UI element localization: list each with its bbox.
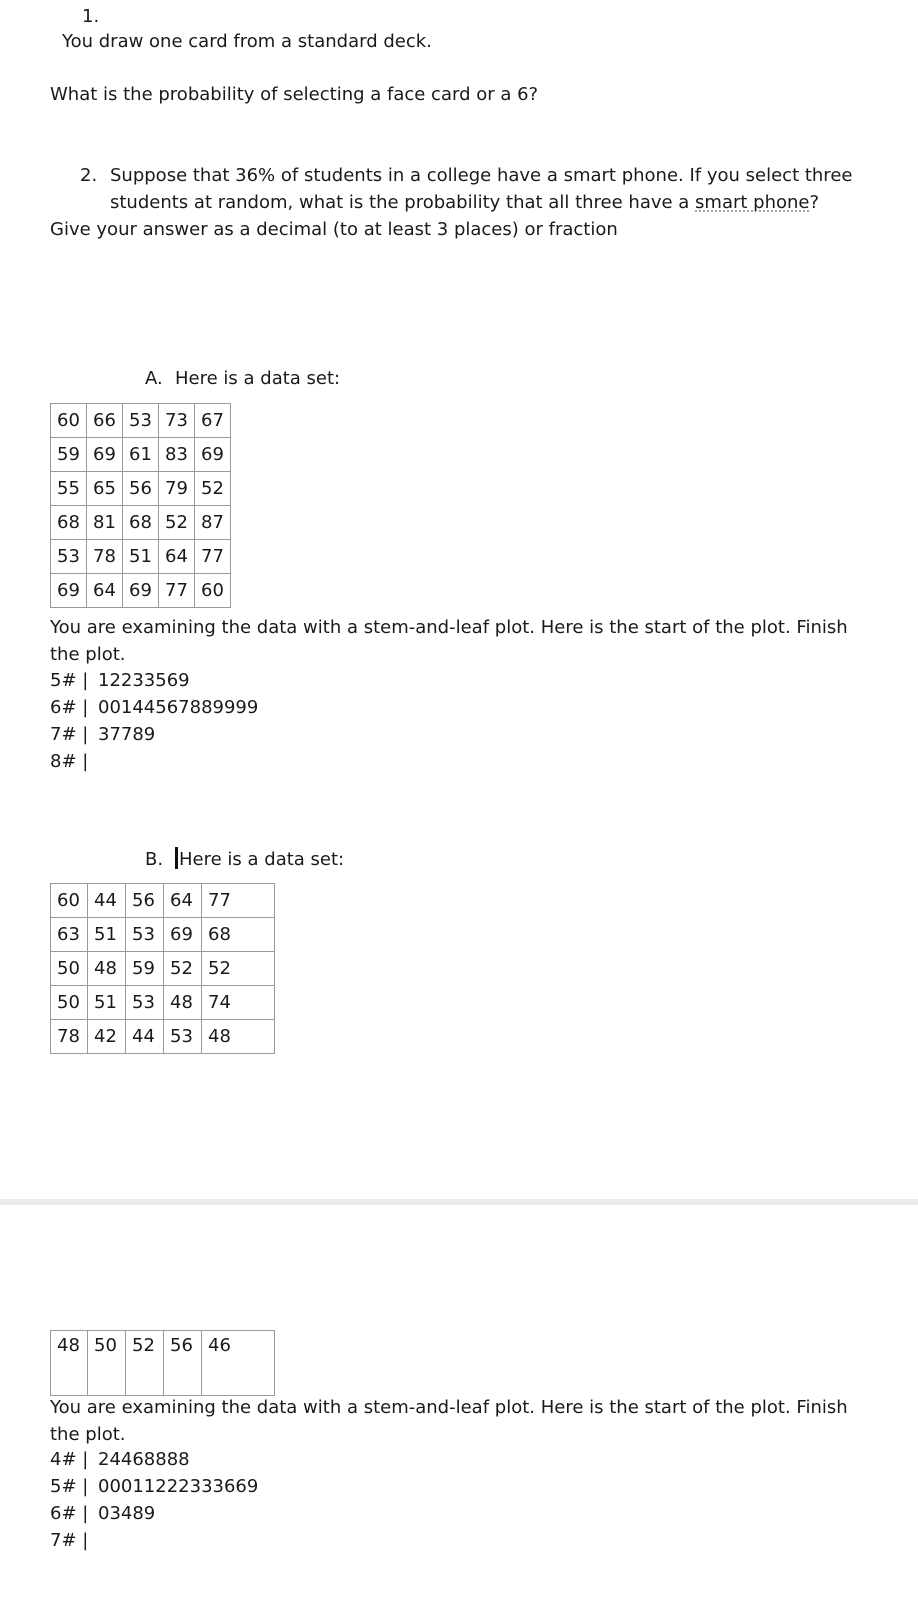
table-cell: 61 bbox=[123, 438, 159, 472]
table-cell: 69 bbox=[164, 918, 202, 952]
table-cell: 60 bbox=[51, 404, 87, 438]
stem-plot-row bbox=[50, 748, 258, 775]
table-cell: 55 bbox=[51, 472, 87, 506]
table-cell: 44 bbox=[126, 1020, 164, 1054]
table-cell: 46 bbox=[202, 1331, 275, 1396]
table-row bbox=[51, 506, 231, 540]
table-row bbox=[51, 1331, 275, 1396]
q2-text bbox=[110, 162, 910, 216]
table-cell: 56 bbox=[164, 1331, 202, 1396]
table-cell: 67 bbox=[195, 404, 231, 438]
table-cell: 64 bbox=[87, 574, 123, 608]
q2-number: 2. bbox=[80, 165, 98, 186]
table-cell: 56 bbox=[126, 884, 164, 918]
q1-number: 1. bbox=[82, 6, 100, 27]
table-cell: 48 bbox=[88, 952, 126, 986]
leaf-values: 03489 bbox=[98, 1503, 156, 1524]
table-row bbox=[51, 438, 231, 472]
table-cell: 69 bbox=[123, 574, 159, 608]
table-row bbox=[51, 1020, 275, 1054]
q2-text-after: ? bbox=[809, 192, 820, 213]
stem-plot-row bbox=[50, 1473, 258, 1500]
table-row bbox=[51, 986, 275, 1020]
table-cell: 53 bbox=[123, 404, 159, 438]
table-cell: 53 bbox=[164, 1020, 202, 1054]
stem-plot-row bbox=[50, 694, 258, 721]
table-row bbox=[51, 918, 275, 952]
table-cell: 78 bbox=[51, 1020, 88, 1054]
table-cell: 53 bbox=[51, 540, 87, 574]
table-cell: 53 bbox=[126, 918, 164, 952]
table-cell: 59 bbox=[126, 952, 164, 986]
table-cell: 68 bbox=[51, 506, 87, 540]
section-a-label bbox=[145, 368, 340, 389]
table-cell: 60 bbox=[51, 884, 88, 918]
table-cell: 64 bbox=[164, 884, 202, 918]
q1-text: You draw one card from a standard deck. bbox=[62, 31, 432, 52]
leaf-values: 12233569 bbox=[98, 670, 190, 691]
stem-value: 7# | bbox=[50, 1530, 89, 1551]
section-b-instruction: You are examining the data with a stem-and-leaf plot. Here is the start of the plot. Finish the plot. bbox=[50, 1397, 848, 1445]
stem-plot-row bbox=[50, 721, 258, 748]
table-row bbox=[51, 540, 231, 574]
section-a-letter: A. bbox=[145, 368, 163, 389]
table-cell: 78 bbox=[87, 540, 123, 574]
section-a-stem-plot bbox=[50, 667, 258, 775]
table-row bbox=[51, 884, 275, 918]
stem-value: 4# | bbox=[50, 1449, 89, 1470]
table-cell: 48 bbox=[51, 1331, 88, 1396]
table-cell: 48 bbox=[164, 986, 202, 1020]
table-row bbox=[51, 404, 231, 438]
table-cell: 66 bbox=[87, 404, 123, 438]
leaf-values: 37789 bbox=[98, 724, 156, 745]
table-cell: 81 bbox=[87, 506, 123, 540]
table-cell: 77 bbox=[159, 574, 195, 608]
table-cell: 68 bbox=[202, 918, 275, 952]
table-cell: 60 bbox=[195, 574, 231, 608]
table-cell: 77 bbox=[202, 884, 275, 918]
table-cell: 83 bbox=[159, 438, 195, 472]
smart-phone-term: smart phone bbox=[695, 192, 810, 213]
table-cell: 52 bbox=[195, 472, 231, 506]
table-cell: 79 bbox=[159, 472, 195, 506]
section-b-letter: B. bbox=[145, 849, 164, 870]
table-cell: 77 bbox=[195, 540, 231, 574]
table-cell: 44 bbox=[88, 884, 126, 918]
table-row bbox=[51, 574, 231, 608]
table-cell: 69 bbox=[195, 438, 231, 472]
stem-plot-row bbox=[50, 1527, 258, 1554]
table-cell: 52 bbox=[202, 952, 275, 986]
table-cell: 53 bbox=[126, 986, 164, 1020]
table-cell: 50 bbox=[51, 952, 88, 986]
section-b-stem-plot bbox=[50, 1446, 258, 1554]
q2-instruction: Give your answer as a decimal (to at least 3 places) or fraction bbox=[50, 219, 618, 240]
leaf-values: 00011222333669 bbox=[98, 1476, 259, 1497]
table-cell: 59 bbox=[51, 438, 87, 472]
table-cell: 50 bbox=[88, 1331, 126, 1396]
section-b-data-table-continued bbox=[50, 1330, 275, 1396]
stem-value: 8# | bbox=[50, 751, 89, 772]
table-cell: 87 bbox=[195, 506, 231, 540]
stem-value: 6# | bbox=[50, 1503, 89, 1524]
table-cell: 68 bbox=[123, 506, 159, 540]
leaf-values: 00144567889999 bbox=[98, 697, 259, 718]
stem-value: 6# | bbox=[50, 697, 89, 718]
table-cell: 69 bbox=[51, 574, 87, 608]
section-b-data-table bbox=[50, 883, 275, 1054]
table-cell: 48 bbox=[202, 1020, 275, 1054]
table-cell: 65 bbox=[87, 472, 123, 506]
section-a-data-table bbox=[50, 403, 231, 608]
q2-text-before: Suppose that 36% of students in a college have a smart phone. If you select three students at random, what is the probability that all three have a bbox=[110, 165, 853, 213]
table-cell: 52 bbox=[126, 1331, 164, 1396]
q2-block bbox=[50, 162, 910, 243]
table-cell: 73 bbox=[159, 404, 195, 438]
table-cell: 42 bbox=[88, 1020, 126, 1054]
stem-plot-row bbox=[50, 667, 258, 694]
stem-value: 7# | bbox=[50, 724, 89, 745]
table-cell: 52 bbox=[159, 506, 195, 540]
section-b-label bbox=[145, 847, 344, 870]
stem-value: 5# | bbox=[50, 670, 89, 691]
table-cell: 52 bbox=[164, 952, 202, 986]
table-cell: 56 bbox=[123, 472, 159, 506]
table-cell: 74 bbox=[202, 986, 275, 1020]
stem-plot-row bbox=[50, 1446, 258, 1473]
table-cell: 69 bbox=[87, 438, 123, 472]
q1-question: What is the probability of selecting a face card or a 6? bbox=[50, 84, 539, 105]
table-cell: 63 bbox=[51, 918, 88, 952]
table-cell: 51 bbox=[88, 986, 126, 1020]
stem-plot-row bbox=[50, 1500, 258, 1527]
stem-value: 5# | bbox=[50, 1476, 89, 1497]
table-cell: 51 bbox=[88, 918, 126, 952]
section-b-label-first: H bbox=[179, 849, 193, 870]
table-cell: 64 bbox=[159, 540, 195, 574]
table-cell: 50 bbox=[51, 986, 88, 1020]
table-row bbox=[51, 472, 231, 506]
section-b-label-rest: ere is a data set: bbox=[192, 849, 345, 870]
table-cell: 51 bbox=[123, 540, 159, 574]
section-a-label-text: Here is a data set: bbox=[175, 368, 341, 389]
table-row bbox=[51, 952, 275, 986]
page-divider bbox=[0, 1199, 918, 1205]
leaf-values: 24468888 bbox=[98, 1449, 190, 1470]
text-cursor bbox=[175, 847, 178, 869]
section-a-instruction: You are examining the data with a stem-and-leaf plot. Here is the start of the plot. Finish the plot. bbox=[50, 617, 848, 665]
